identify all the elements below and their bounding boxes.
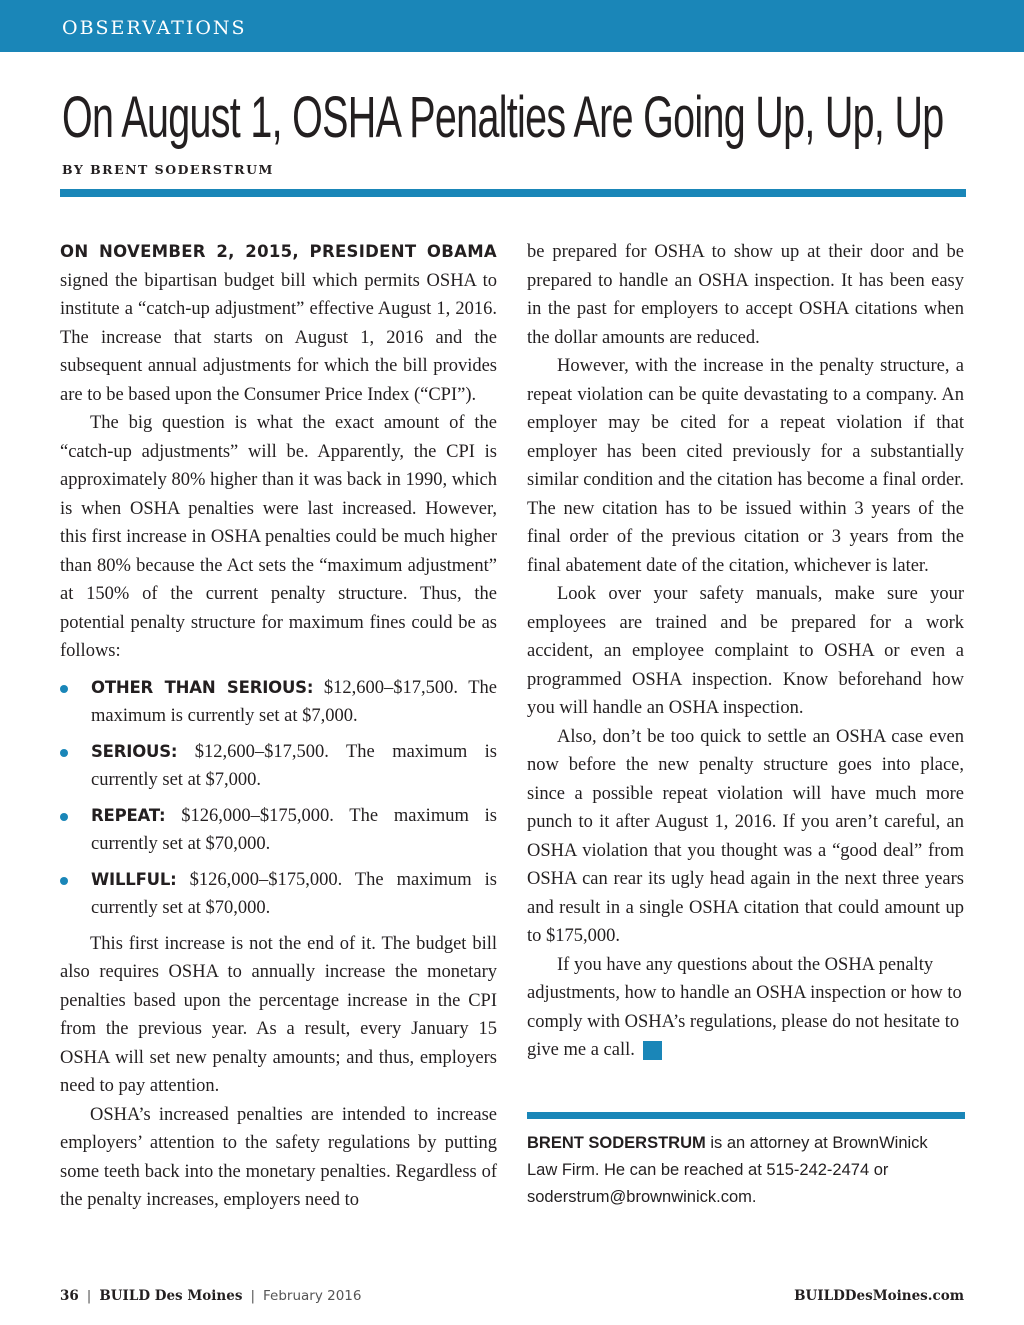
paragraph-text: signed the bipartisan budget bill which permits OSHA to institute a “catch-up adjustment” effective August 1, 2016. The increase that starts on August 1, 2016 and the subsequent annual adjustments for which the bill provides are to be based upon the Consumer Price Index (“CPI”). <box>60 270 497 405</box>
bio-line <box>527 1130 967 1157</box>
byline: BY BRENT SODERSTRUM <box>62 162 274 177</box>
list-item-text: $126,000–$175,000. The maximum is currently set at $70,000. <box>91 805 497 854</box>
bio-name: BRENT SODERSTRUM <box>527 1134 706 1152</box>
footer-separator: | <box>250 1288 255 1304</box>
list-item-label: REPEAT: <box>91 805 166 825</box>
list-item <box>60 866 497 923</box>
article-title: On August 1, OSHA Penalties Are Going Up, Up, Up <box>62 85 944 150</box>
paragraph: The big question is what the exact amount of the “catch-up adjustments” will be. Apparently, the CPI is approximately 80% higher than it was back in 1990, which is when OSHA penalties were last increased. However, this first increase in OSHA penalties could be much higher than 80% because the Act sets the “maximum adjustment” at 150% of the current penalty structure. Thus, the potential penalty structure for maximum fines could be as follows: <box>60 413 497 661</box>
page-number: 36 <box>60 1288 79 1304</box>
publication-name: BUILD Des Moines <box>99 1288 243 1304</box>
paragraph: OSHA’s increased penalties are intended to increase employers’ attention to the safety regulations by putting some teeth back into the monetary penalties. Regardless of the penalty increases, employers need to <box>60 1104 497 1210</box>
bullet-icon <box>60 749 68 757</box>
paragraph: be prepared for OSHA to show up at their door and be prepared to handle an OSHA inspection. It has been easy in the past for employers to accept OSHA citations when the dollar amounts are reduced. <box>527 242 964 348</box>
lead-in: ON NOVEMBER 2, 2015, PRESIDENT OBAMA <box>60 242 497 261</box>
section-label: OBSERVATIONS <box>62 17 247 39</box>
paragraph <box>527 951 964 1065</box>
bullet-icon <box>60 813 68 821</box>
list-item <box>60 674 497 731</box>
title-divider <box>60 189 966 197</box>
footer-separator: | <box>86 1288 92 1304</box>
paragraph: Also, don’t be too quick to settle an OSHA case even now before the new penalty structure goes into place, since a possible repeat violation will have much more punch to it after August 1, 2016. If you aren’t careful, an OSHA violation that you thought was a “good deal” from OSHA can rear its ugly head again in the next three years and result in a single OSHA citation that could amount up to $175,000. <box>527 726 964 946</box>
author-bio <box>527 1130 967 1211</box>
bio-divider <box>527 1112 965 1119</box>
list-item-label: OTHER THAN SERIOUS: <box>91 677 314 697</box>
bullet-icon <box>60 877 68 885</box>
bio-text: is an attorney at BrownWinick <box>705 1134 928 1152</box>
list-item <box>60 738 497 795</box>
paragraph: Look over your safety manuals, make sure your employees are trained and be prepared for a work accident, an employee complaint to OSHA or even a programmed OSHA inspection. Know beforehand how you will handle an OSHA inspection. <box>527 584 964 718</box>
end-mark-icon: B <box>643 1041 662 1060</box>
left-column <box>60 238 497 1215</box>
bio-email: soderstrum@brownwinick.com. <box>527 1188 757 1206</box>
paragraph <box>60 238 497 409</box>
bullet-icon <box>60 685 68 693</box>
penalty-list <box>60 674 497 923</box>
footer-website: BUILDDesMoines.com <box>794 1288 964 1304</box>
list-item-label: SERIOUS: <box>91 741 178 761</box>
list-item-label: WILLFUL: <box>91 869 177 889</box>
paragraph-text: If you have any questions about the OSHA penalty adjustments, how to handle an OSHA inspection or how to comply with OSHA’s regulations, please do not hesitate to give me a call. <box>527 954 962 1060</box>
bio-line: Law Firm. He can be reached at 515-242-2474 or <box>527 1161 889 1179</box>
right-column <box>527 238 964 1065</box>
footer-left <box>60 1288 361 1304</box>
list-item-text: $126,000–$175,000. The maximum is currently set at $70,000. <box>91 869 497 918</box>
list-item-text: $12,600–$17,500. The maximum is currently set at $7,000. <box>91 677 497 726</box>
issue-date: February 2016 <box>263 1288 362 1304</box>
list-item <box>60 802 497 859</box>
list-item-text: $12,600–$17,500. The maximum is currently set at $7,000. <box>91 741 497 790</box>
paragraph: However, with the increase in the penalty structure, a repeat violation can be quite devastating to a company. An employer may be cited for a repeat violation if that employer has been cited previously for a substantially similar condition and the citation has become a final order. The new citation has to be issued within 3 years of the final order of the previous citation or 3 years from the final abatement date of the citation, whichever is later. <box>527 356 964 576</box>
paragraph: This first increase is not the end of it. The budget bill also requires OSHA to annually increase the monetary penalties based upon the percentage increase in the CPI from the previous year. As a result, every January 15 OSHA will set new penalty amounts; and thus, employers need to pay attention. <box>60 933 497 1096</box>
section-header-bar <box>0 0 1024 52</box>
